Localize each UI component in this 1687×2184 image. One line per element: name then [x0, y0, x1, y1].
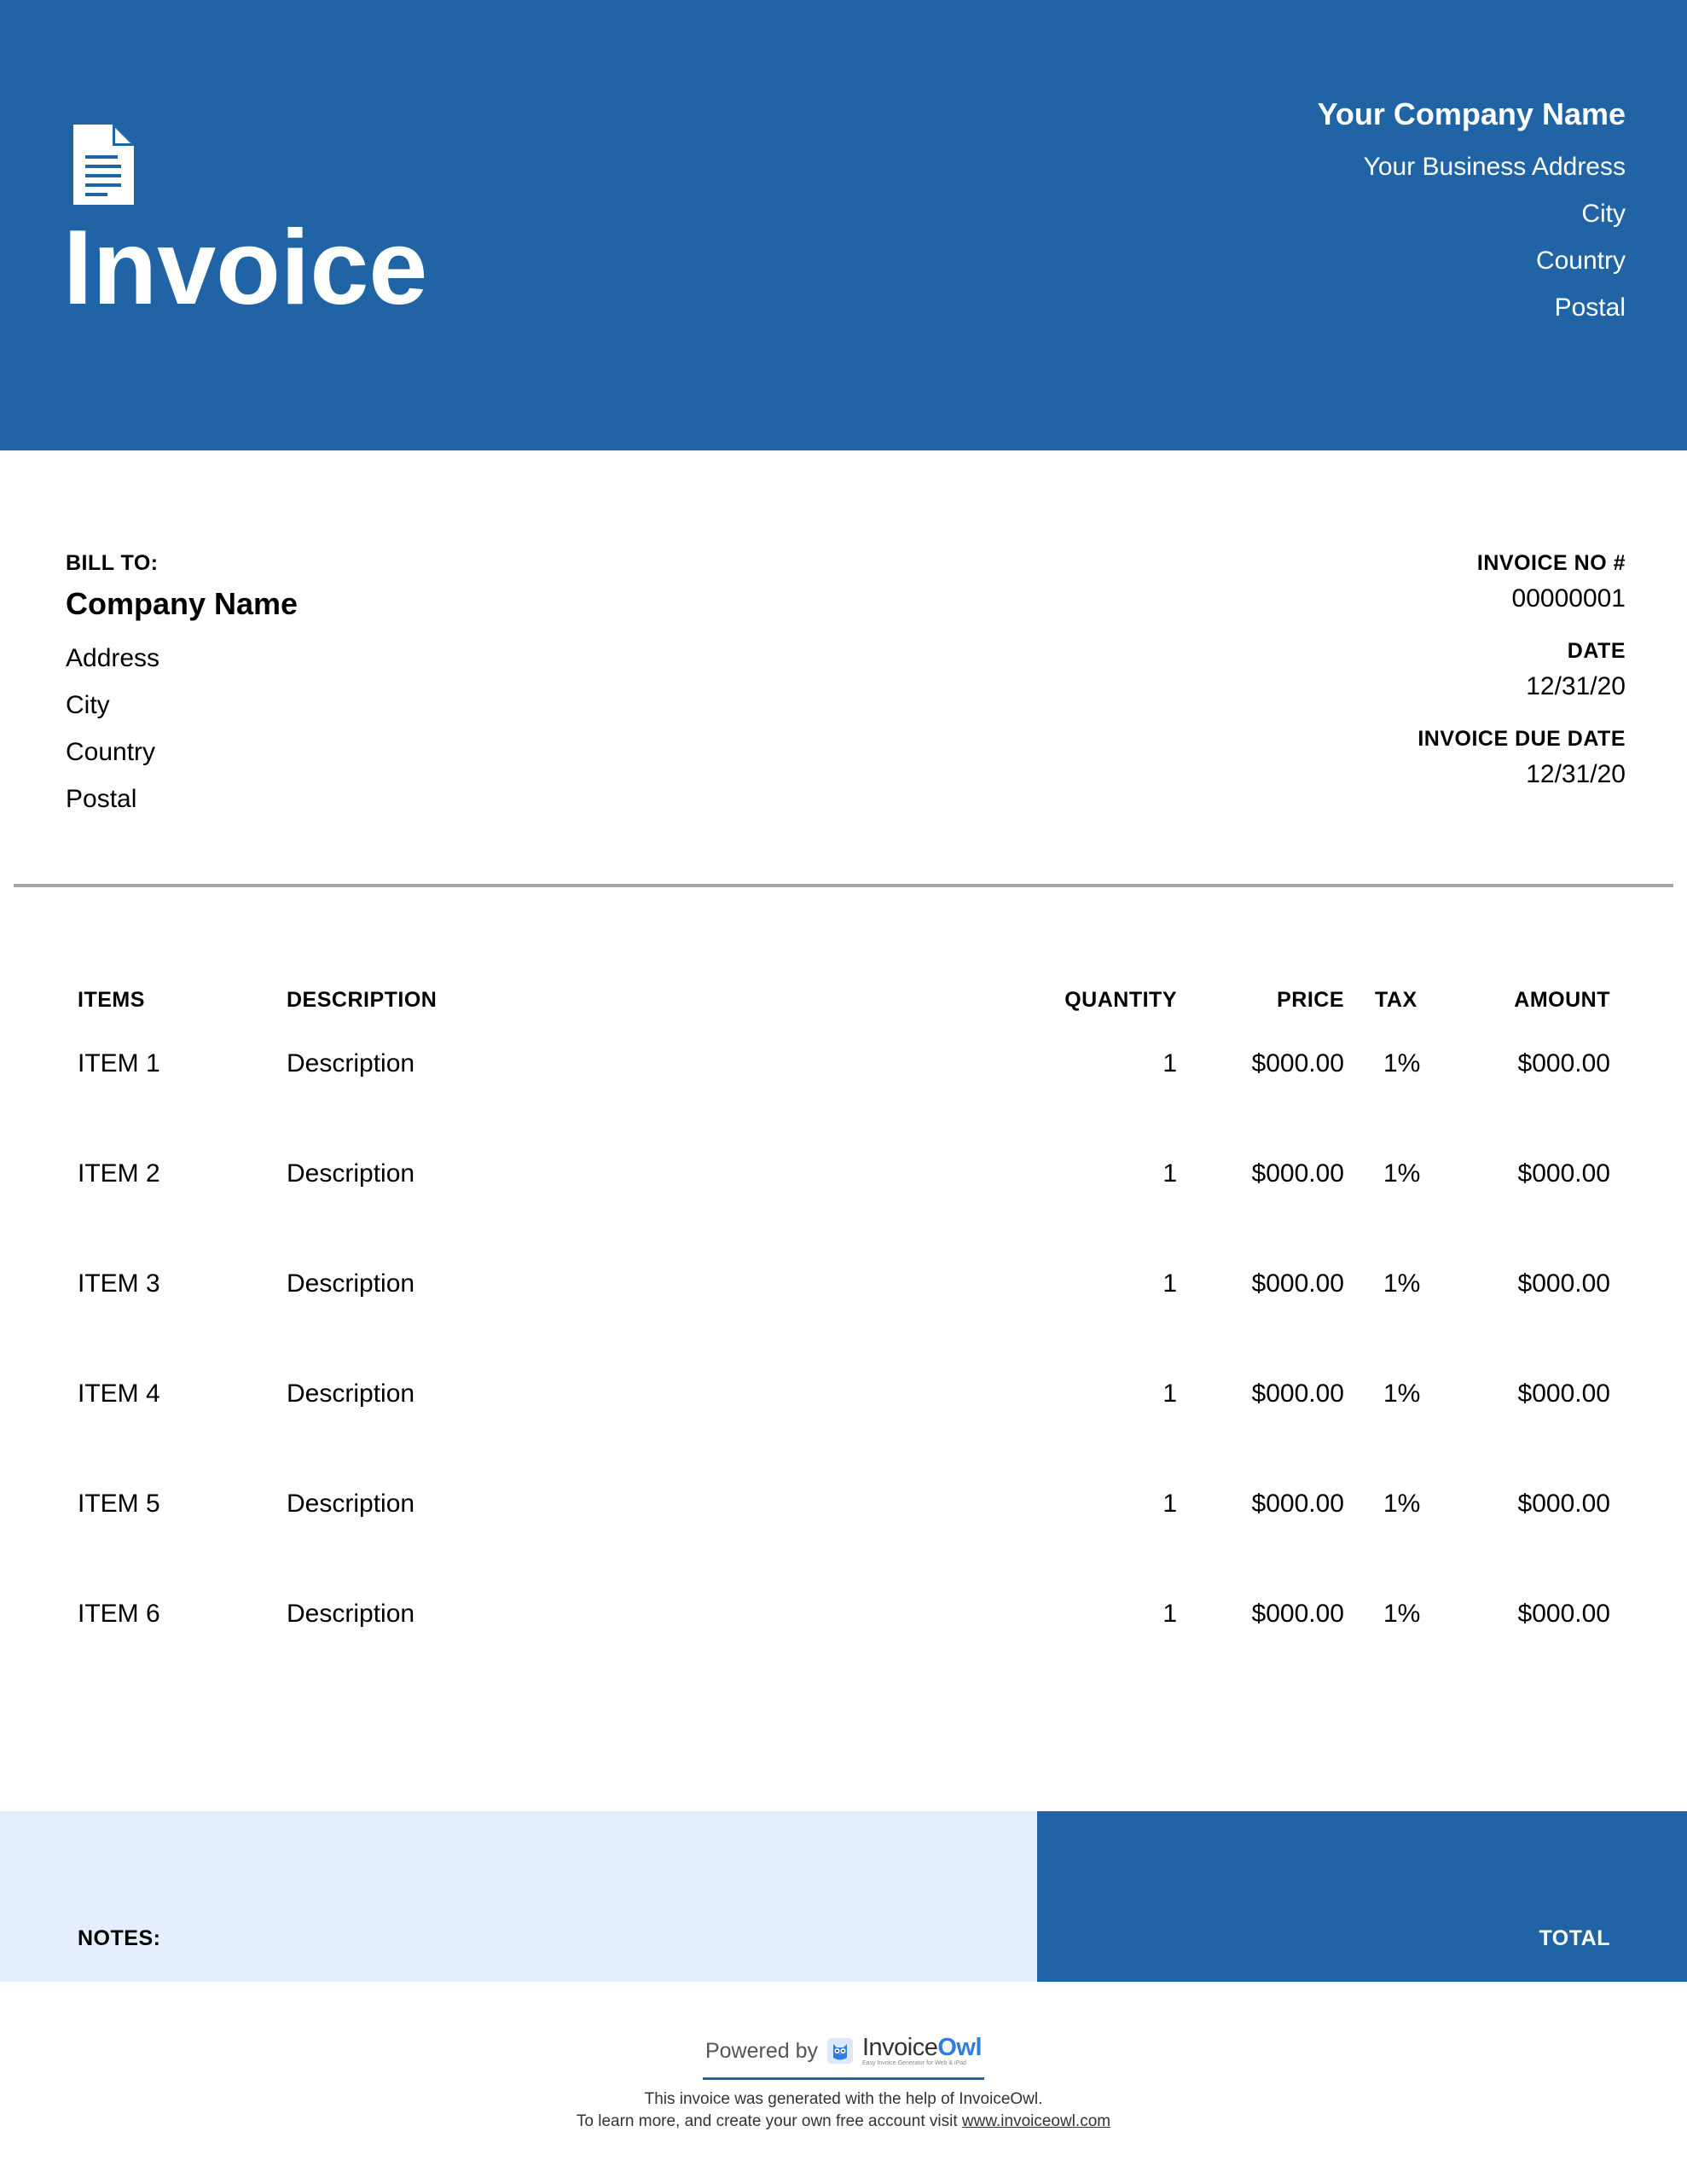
- due-date-value: 12/31/20: [1526, 760, 1626, 788]
- bill-to-block: [66, 546, 298, 822]
- table-row: [0, 1375, 1687, 1485]
- sender-company-block: [1318, 94, 1626, 331]
- table-row: [0, 1595, 1687, 1705]
- table-header-row: [0, 981, 1687, 1019]
- item-description: Description: [287, 1049, 415, 1077]
- client-postal: Postal: [66, 785, 137, 813]
- item-price: $000.00: [1251, 1269, 1344, 1298]
- footer-line-2: [0, 2111, 1687, 2133]
- footer-line-2-text: To learn more, and create your own free account visit: [576, 2112, 962, 2130]
- brand-first: Invoice: [861, 2034, 938, 2061]
- document-icon: [73, 125, 134, 205]
- item-price: $000.00: [1251, 1380, 1344, 1408]
- total-label: TOTAL: [1539, 1926, 1610, 1950]
- item-quantity: 1: [1162, 1600, 1177, 1628]
- item-amount: $000.00: [1517, 1490, 1610, 1518]
- item-name: ITEM 2: [78, 1159, 160, 1188]
- item-tax: 1%: [1383, 1600, 1421, 1628]
- client-address: Address: [66, 644, 160, 672]
- item-price: $000.00: [1251, 1159, 1344, 1188]
- invoice-meta-block: [1417, 546, 1626, 810]
- item-price: $000.00: [1251, 1600, 1344, 1628]
- item-quantity: 1: [1162, 1380, 1177, 1408]
- item-name: ITEM 1: [78, 1049, 160, 1077]
- sender-country: Country: [1535, 247, 1626, 275]
- header-band: [0, 0, 1687, 450]
- header-tax: TAX: [1375, 988, 1417, 1012]
- item-name: ITEM 3: [78, 1269, 160, 1298]
- item-amount: $000.00: [1517, 1600, 1610, 1628]
- sender-company-name: Your Company Name: [1317, 96, 1626, 131]
- item-quantity: 1: [1162, 1269, 1177, 1298]
- item-price: $000.00: [1251, 1490, 1344, 1518]
- item-price: $000.00: [1251, 1049, 1344, 1077]
- item-tax: 1%: [1383, 1049, 1421, 1077]
- total-panel: [1037, 1811, 1687, 1982]
- item-quantity: 1: [1162, 1049, 1177, 1077]
- footer: [0, 2035, 1687, 2133]
- due-date-label: INVOICE DUE DATE: [1417, 727, 1626, 751]
- brand-wordmark: [862, 2035, 982, 2060]
- header-amount: AMOUNT: [1514, 988, 1610, 1012]
- table-row: [0, 1155, 1687, 1265]
- header-items: ITEMS: [78, 988, 145, 1012]
- item-quantity: 1: [1162, 1490, 1177, 1518]
- item-amount: $000.00: [1517, 1380, 1610, 1408]
- notes-panel: [0, 1811, 1037, 1982]
- item-amount: $000.00: [1517, 1269, 1610, 1298]
- invoice-title: Invoice: [63, 209, 428, 327]
- item-name: ITEM 6: [78, 1600, 160, 1628]
- client-country: Country: [66, 738, 156, 766]
- table-row: [0, 1485, 1687, 1595]
- table-row: [0, 1265, 1687, 1375]
- invoice-no-value: 00000001: [1511, 584, 1626, 613]
- item-tax: 1%: [1383, 1380, 1421, 1408]
- item-description: Description: [287, 1269, 415, 1298]
- item-tax: 1%: [1383, 1490, 1421, 1518]
- header-price: PRICE: [1277, 988, 1344, 1012]
- brand-tagline: Easy Invoice Generator for Web & iPad: [861, 2060, 967, 2066]
- footer-line-1: This invoice was generated with the help of InvoiceOwl.: [644, 2090, 1043, 2108]
- notes-label: NOTES:: [78, 1926, 161, 1950]
- item-name: ITEM 5: [78, 1490, 160, 1518]
- date-value: 12/31/20: [1526, 672, 1626, 700]
- item-description: Description: [287, 1159, 415, 1188]
- header-description: DESCRIPTION: [287, 988, 438, 1012]
- invoiceowl-logo: [862, 2035, 982, 2067]
- sender-city: City: [1581, 200, 1626, 228]
- header-quantity: QUANTITY: [1064, 988, 1177, 1012]
- invoiceowl-link[interactable]: www.invoiceowl.com: [961, 2112, 1111, 2130]
- sender-postal: Postal: [1554, 293, 1626, 322]
- date-label: DATE: [1567, 639, 1626, 663]
- client-city: City: [66, 691, 110, 719]
- footer-underline: [703, 2077, 984, 2080]
- section-divider: [14, 884, 1673, 887]
- sender-address: Your Business Address: [1363, 153, 1626, 181]
- item-amount: $000.00: [1517, 1159, 1610, 1188]
- brand-second: Owl: [937, 2034, 983, 2061]
- powered-by-text: Powered by: [704, 2038, 818, 2063]
- owl-icon: [826, 2037, 854, 2065]
- item-amount: $000.00: [1517, 1049, 1610, 1077]
- powered-by-badge[interactable]: [705, 2035, 982, 2067]
- item-description: Description: [287, 1600, 415, 1628]
- items-table: [0, 981, 1687, 1705]
- bill-to-label: BILL TO:: [66, 551, 159, 575]
- item-quantity: 1: [1162, 1159, 1177, 1188]
- item-tax: 1%: [1383, 1269, 1421, 1298]
- item-tax: 1%: [1383, 1159, 1421, 1188]
- table-row: [0, 1045, 1687, 1155]
- item-name: ITEM 4: [78, 1380, 160, 1408]
- invoice-no-label: INVOICE NO #: [1476, 551, 1626, 575]
- item-description: Description: [287, 1380, 415, 1408]
- item-description: Description: [287, 1490, 415, 1518]
- client-company-name: Company Name: [66, 586, 299, 621]
